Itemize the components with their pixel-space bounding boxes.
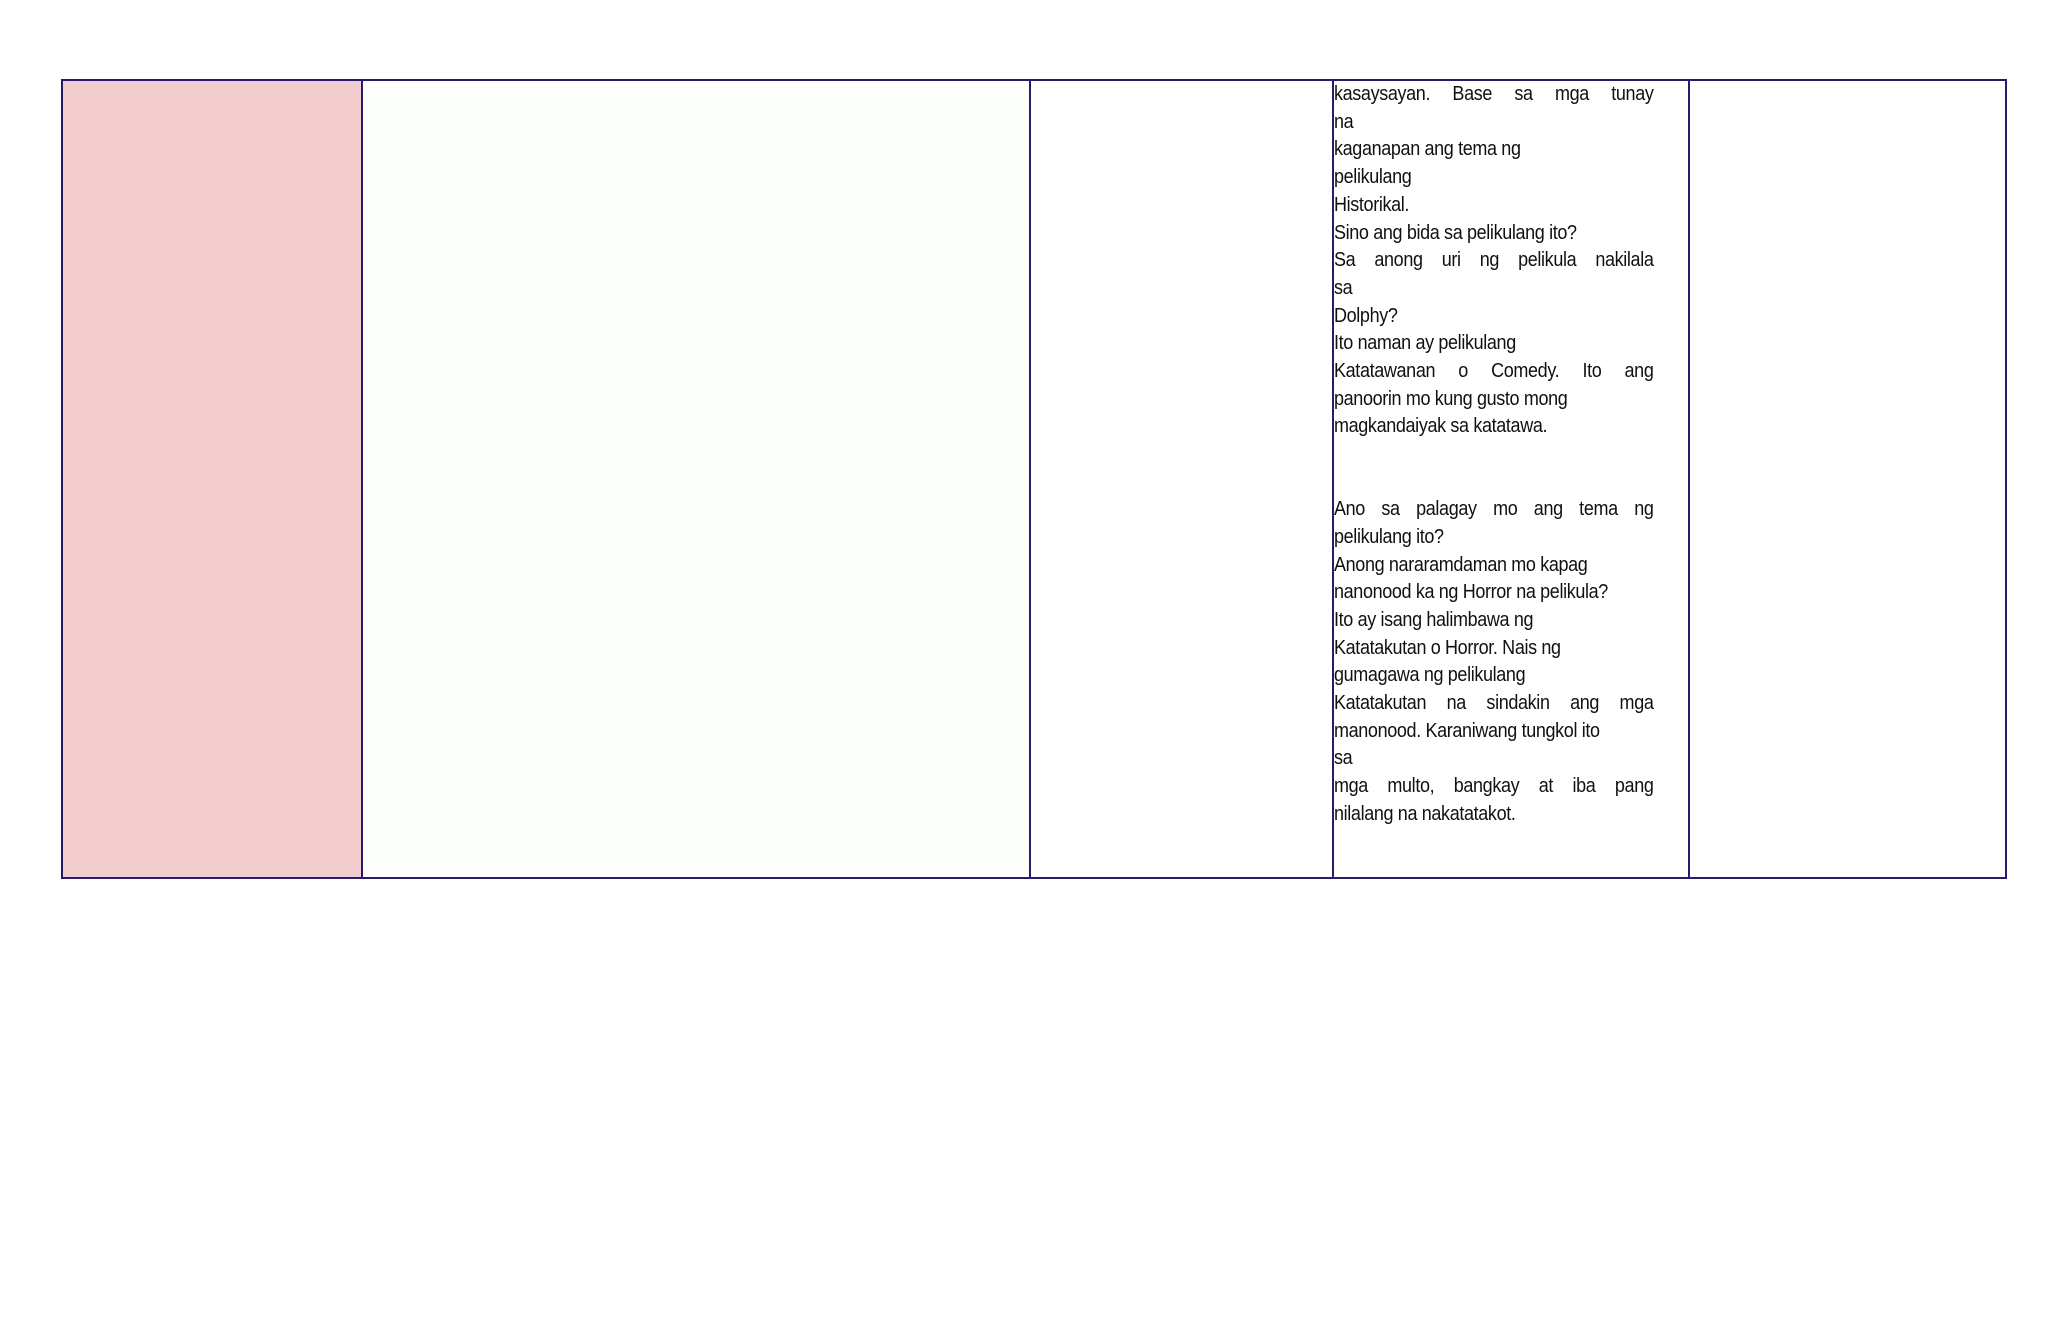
text-line: sa [1334, 747, 1353, 770]
text-line: na [1334, 110, 1354, 133]
text-line: Ito naman ay pelikulang [1334, 332, 1516, 355]
text-line: sa [1334, 276, 1353, 299]
table-cell-empty [1689, 80, 2006, 878]
text-line: pelikulang ito? [1334, 525, 1444, 548]
text-line: gumagawa ng pelikulang [1334, 664, 1526, 687]
text-line: Katatakutan o Horror. Nais ng [1334, 636, 1561, 659]
text-line: pelikulang [1334, 166, 1412, 189]
table-cell-empty [1030, 80, 1333, 878]
text-line: nilalang na nakatatakot. [1334, 802, 1516, 825]
text-line: panoorin mo kung gusto mong [1334, 387, 1568, 410]
paragraph-film-genres [1334, 81, 1654, 441]
text-line: Anong nararamdaman mo kapag [1334, 553, 1588, 576]
paragraph-horror [1334, 496, 1654, 828]
paragraph-gap [1334, 441, 1688, 496]
table-cell-empty [362, 80, 1030, 878]
text-line: Ito ay isang halimbawa ng [1334, 608, 1534, 631]
text-line: Dolphy? [1334, 304, 1398, 327]
table-cell-text [1333, 80, 1689, 878]
text-line: Katatakutan na sindakin ang mga [1334, 692, 1654, 715]
text-line: Historikal. [1334, 193, 1410, 216]
text-line: nanonood ka ng Horror na pelikula? [1334, 581, 1608, 604]
text-line: manonood. Karaniwang tungkol ito [1334, 719, 1600, 742]
table-row [62, 80, 2006, 878]
text-line: Ano sa palagay mo ang tema ng [1334, 498, 1654, 521]
table-cell-shaded [62, 80, 362, 878]
lesson-table [61, 79, 2007, 879]
text-line: kaganapan ang tema ng [1334, 138, 1521, 161]
text-line: Sino ang bida sa pelikulang ito? [1334, 221, 1577, 244]
text-line: Sa anong uri ng pelikula nakilala [1334, 249, 1654, 272]
text-line: Katatawanan o Comedy. Ito ang [1334, 360, 1654, 383]
text-line: mga multo, bangkay at iba pang [1334, 775, 1654, 798]
text-line: kasaysayan. Base sa mga tunay [1334, 83, 1654, 105]
text-line: magkandaiyak sa katatawa. [1334, 415, 1548, 438]
